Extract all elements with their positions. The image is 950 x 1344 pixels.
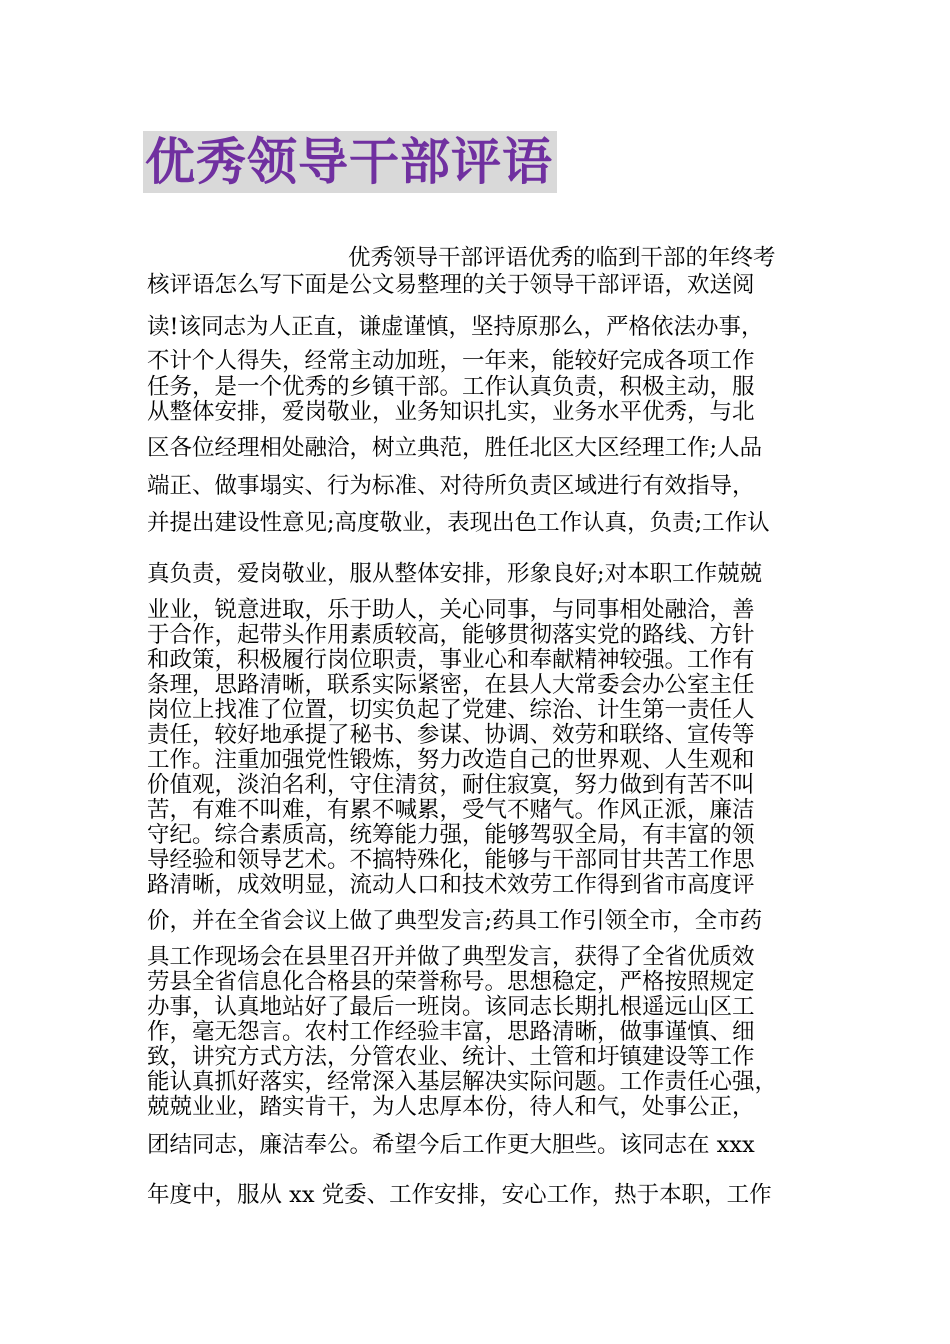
text-line: 苦，有难不叫难，有累不喊累，受气不赌气。作风正派，廉洁 — [147, 797, 755, 823]
text-line: 价，并在全省会议上做了典型发言;药具工作引领全市，全市药 — [147, 908, 763, 934]
text-line: 并提出建设性意见;高度敬业，表现出色工作认真，负责;工作认 — [147, 510, 770, 536]
text-line: 和政策，积极履行岗位职责，事业心和奉献精神较强。工作有 — [147, 647, 755, 673]
text-line: 不计个人得失，经常主动加班，一年来，能较好完成各项工作 — [147, 348, 755, 374]
document-title: 优秀领导干部评语 — [143, 131, 557, 193]
text-line: 区各位经理相处融洽，树立典范，胜任北区大区经理工作;人品 — [147, 435, 763, 461]
text-line: 读!该同志为人正直，谦虚谨慎，坚持原那么，严格依法办事， — [147, 314, 764, 340]
text-line: 责任，较好地承提了秘书、参谋、协调、效劳和联络、宣传等 — [147, 722, 755, 748]
text-line: 兢兢业业，踏实肯干，为人忠厚本份，待人和气，处事公正， — [147, 1094, 755, 1120]
text-line: 劳县全省信息化合格县的荣誉称号。思想稳定，严格按照规定 — [147, 969, 755, 995]
text-line: 岗位上找准了位置，切实负起了党建、综治、计生第一责任人 — [147, 697, 755, 723]
text-line: 从整体安排，爱岗敬业，业务知识扎实，业务水平优秀，与北 — [147, 399, 755, 425]
text-line: 核评语怎么写下面是公文易整理的关于领导干部评语，欢送阅 — [147, 272, 755, 298]
text-line: 办事，认真地站好了最后一班岗。该同志长期扎根遥远山区工 — [147, 994, 755, 1020]
text-line: 年度中，服从 xx 党委、工作安排，安心工作，热于本职，工作 — [147, 1182, 772, 1208]
text-line: 团结同志，廉洁奉公。希望今后工作更大胆些。该同志在 xxx — [147, 1132, 755, 1158]
text-line: 业业，锐意进取，乐于助人，关心同事，与同事相处融洽，善 — [147, 597, 755, 623]
text-line: 优秀领导干部评语优秀的临到干部的年终考 — [348, 245, 776, 271]
text-line: 守纪。综合素质高，统筹能力强，能够驾驭全局，有丰富的领 — [147, 822, 755, 848]
text-line: 真负责，爱岗敬业，服从整体安排，形象良好;对本职工作兢兢 — [147, 561, 763, 587]
text-line: 具工作现场会在县里召开并做了典型发言，获得了全省优质效 — [147, 944, 755, 970]
text-line: 导经验和领导艺术。不搞特殊化，能够与干部同甘共苦工作思 — [147, 847, 755, 873]
text-line: 端正、做事塌实、行为标准、对待所负责区域进行有效指导， — [147, 473, 755, 499]
text-line: 价值观，淡泊名利，守住清贫，耐住寂寞，努力做到有苦不叫 — [147, 772, 755, 798]
text-line: 条理，思路清晰，联系实际紧密，在县人大常委会办公室主任 — [147, 672, 755, 698]
text-line: 于合作，起带头作用素质较高，能够贯彻落实党的路线、方针 — [147, 622, 755, 648]
text-line: 任务，是一个优秀的乡镇干部。工作认真负责，积极主动，服 — [147, 374, 755, 400]
text-line: 作，毫无怨言。农村工作经验丰富，思路清晰，做事谨慎、细 — [147, 1019, 755, 1045]
text-line: 工作。注重加强党性锻炼，努力改造自己的世界观、人生观和 — [147, 747, 755, 773]
text-line: 路清晰，成效明显，流动人口和技术效劳工作得到省市高度评 — [147, 872, 755, 898]
text-line: 能认真抓好落实，经常深入基层解决实际问题。工作责任心强， — [147, 1069, 778, 1095]
text-line: 致，讲究方式方法，分管农业、统计、土管和圩镇建设等工作 — [147, 1044, 755, 1070]
